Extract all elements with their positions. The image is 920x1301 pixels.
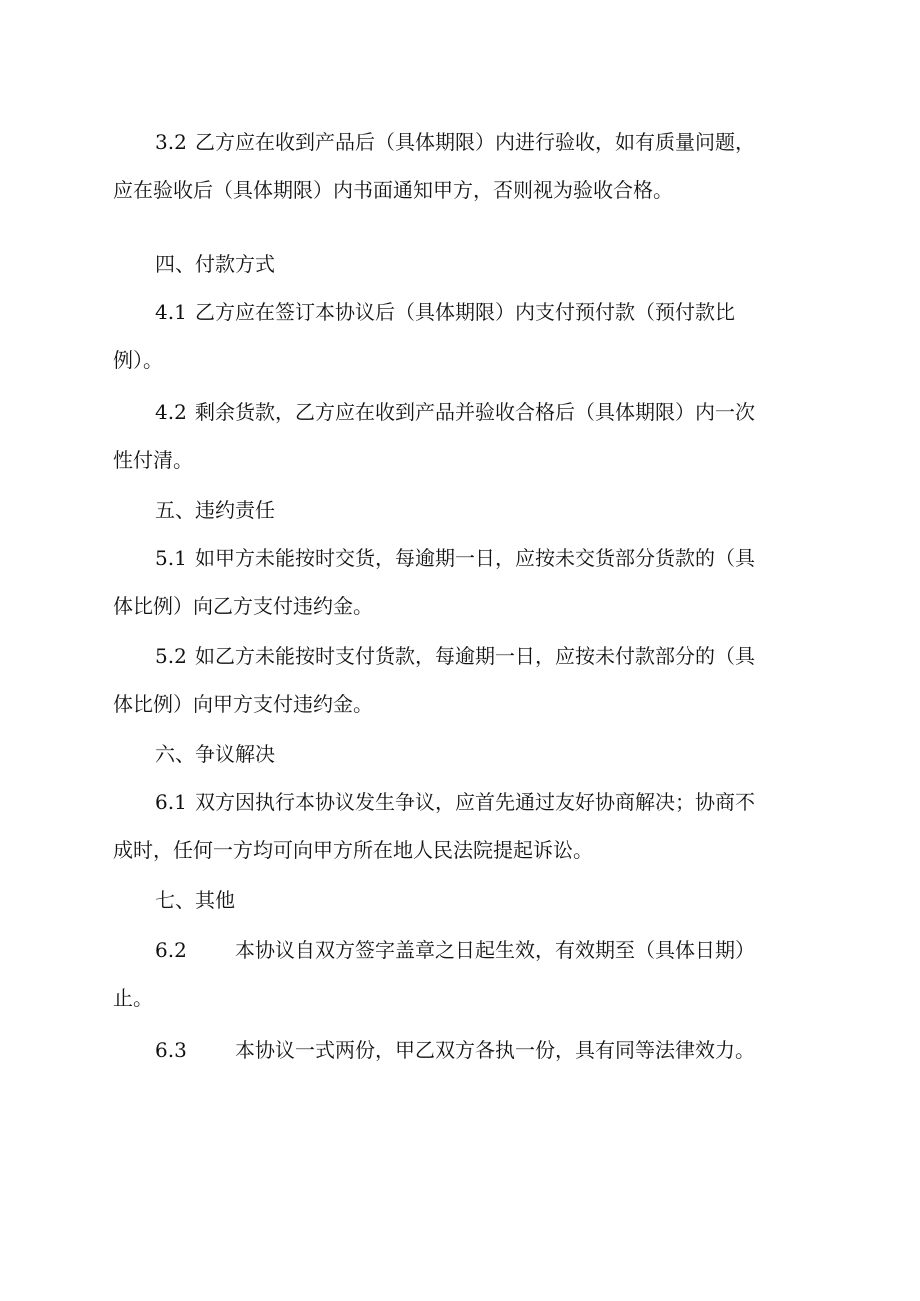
clause-number: 6.2 bbox=[155, 938, 187, 962]
clause-4-1-line-2: 例）。 bbox=[113, 348, 163, 372]
clause-6-2-line-2: 止。 bbox=[113, 986, 153, 1010]
clause-3-2-line-2: 应在验收后（具体期限）内书面通知甲方，否则视为验收合格。 bbox=[113, 178, 673, 202]
section-heading-6: 六、争议解决 bbox=[155, 742, 275, 766]
section-heading-4: 四、付款方式 bbox=[155, 252, 275, 276]
clause-text: 双方因执行本协议发生争议，应首先通过友好协商解决；协商不 bbox=[195, 790, 755, 814]
clause-number: 3.2 bbox=[155, 130, 187, 154]
clause-6-1-line-2: 成时，任何一方均可向甲方所在地人民法院提起诉讼。 bbox=[113, 838, 593, 862]
clause-5-1-line-1 bbox=[155, 544, 755, 572]
clause-number: 6.1 bbox=[155, 790, 187, 814]
clause-text: 如乙方未能按时支付货款，每逾期一日，应按未付款部分的（具 bbox=[195, 644, 755, 668]
clause-text: 乙方应在签订本协议后（具体期限）内支付预付款（预付款比 bbox=[195, 300, 735, 324]
clause-5-2-line-2: 体比例）向甲方支付违约金。 bbox=[113, 692, 373, 716]
clause-number: 4.2 bbox=[155, 400, 187, 424]
clause-6-1-line-1 bbox=[155, 788, 755, 816]
section-heading-7: 七、其他 bbox=[155, 888, 235, 912]
section-heading-5: 五、违约责任 bbox=[155, 498, 275, 522]
clause-4-2-line-1 bbox=[155, 398, 755, 426]
clause-4-2-line-2: 性付清。 bbox=[113, 448, 193, 472]
clause-number: 5.1 bbox=[155, 546, 187, 570]
clause-text: 本协议自双方签字盖章之日起生效，有效期至（具体日期） bbox=[235, 938, 755, 962]
clause-5-1-line-2: 体比例）向乙方支付违约金。 bbox=[113, 594, 373, 618]
clause-5-2-line-1 bbox=[155, 642, 755, 670]
clause-number: 5.2 bbox=[155, 644, 187, 668]
clause-number: 6.3 bbox=[155, 1038, 187, 1062]
clause-3-2-line-1 bbox=[155, 128, 755, 156]
clause-number: 4.1 bbox=[155, 300, 187, 324]
clause-text: 乙方应在收到产品后（具体期限）内进行验收，如有质量问题， bbox=[195, 130, 755, 154]
clause-text: 剩余货款，乙方应在收到产品并验收合格后（具体期限）内一次 bbox=[195, 400, 755, 424]
clause-6-2-line-1 bbox=[155, 936, 755, 964]
clause-4-1-line-1 bbox=[155, 298, 735, 326]
clause-text: 如甲方未能按时交货，每逾期一日，应按未交货部分货款的（具 bbox=[195, 546, 755, 570]
clause-text: 本协议一式两份，甲乙双方各执一份，具有同等法律效力。 bbox=[235, 1038, 755, 1062]
clause-6-3-line-1 bbox=[155, 1036, 755, 1064]
